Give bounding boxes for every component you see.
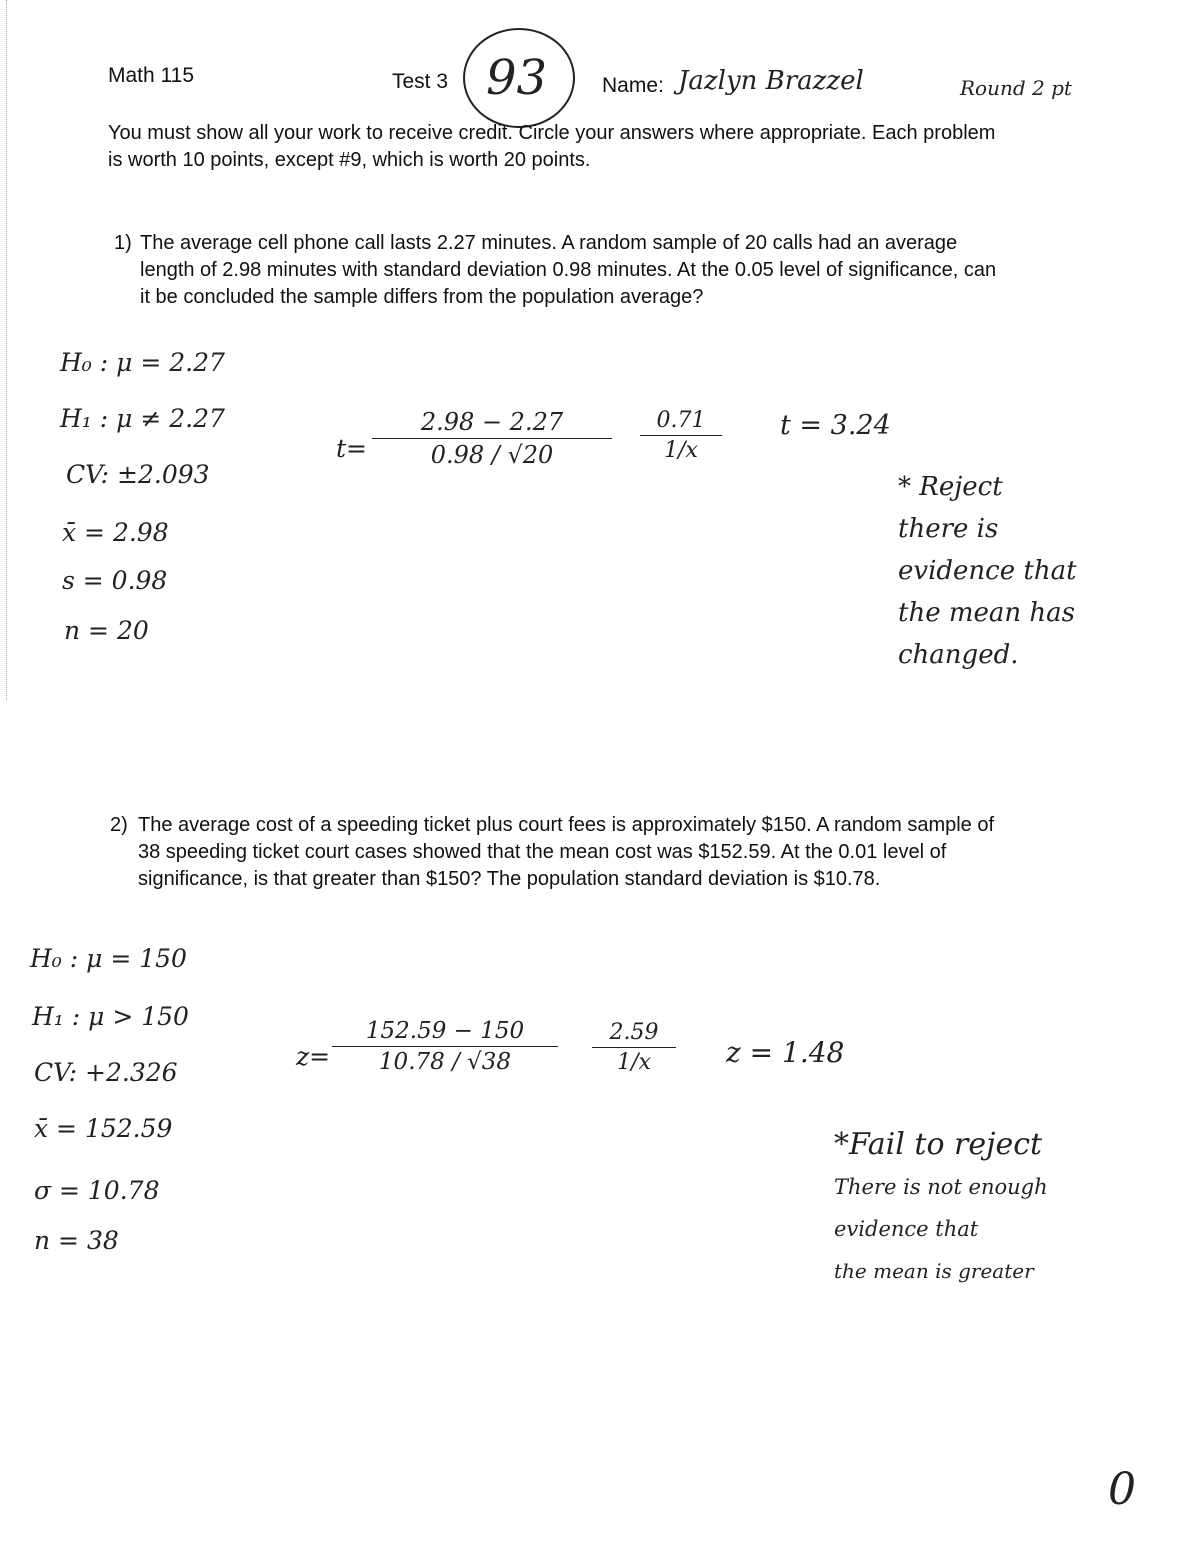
problem-1 xyxy=(114,230,1164,311)
p2-conclusion-line-4: the mean is greater xyxy=(834,1259,1034,1283)
p2-conclusion-line-3: evidence that xyxy=(834,1217,979,1241)
problem-2-line-3: significance, is that greater than $150? The population standard deviation is $10.78. xyxy=(138,868,881,890)
p1-sample-mean: x̄ = 2.98 xyxy=(62,518,169,547)
p1-conclusion-line-4: the mean has xyxy=(898,598,1075,628)
problem-1-line-1: The average cell phone call lasts 2.27 minutes. A random sample of 20 calls had an average xyxy=(140,232,958,254)
p1-numerator: 2.98 − 2.27 xyxy=(372,408,612,439)
p2-sample-mean: x̄ = 152.59 xyxy=(34,1114,173,1143)
scan-edge-mark xyxy=(6,0,8,700)
problem-2-line-1: The average cost of a speeding ticket plus court fees is approximately $150. A random sample of xyxy=(138,814,995,836)
problem-1-line-2: length of 2.98 minutes with standard deviation 0.98 minutes. At the 0.05 level of significance, can xyxy=(140,259,997,281)
p1-h0: H₀ : μ = 2.27 xyxy=(60,348,225,377)
p2-denominator-2: 1/x xyxy=(617,1050,651,1075)
p2-fraction-2 xyxy=(592,1020,676,1075)
problem-2-number: 2) xyxy=(110,814,128,836)
p2-conclusion-line-1: *Fail to reject xyxy=(834,1127,1043,1162)
p2-h0: H₀ : μ = 150 xyxy=(30,944,187,973)
problem-1-number: 1) xyxy=(114,232,132,254)
p1-fraction xyxy=(372,408,612,469)
corner-note: Round 2 pt xyxy=(960,76,1072,100)
p1-h1: H₁ : μ ≠ 2.27 xyxy=(60,404,225,433)
name-label: Name: xyxy=(602,74,664,97)
p2-numerator: 152.59 − 150 xyxy=(332,1018,558,1047)
p2-denominator: 10.78 / √38 xyxy=(378,1049,512,1075)
p1-conclusion-line-3: evidence that xyxy=(898,556,1077,586)
p1-test-statistic: t = 3.24 xyxy=(780,410,891,441)
p2-fraction xyxy=(332,1018,558,1075)
p1-denominator: 0.98 / √20 xyxy=(430,441,554,469)
instructions-line-2: is worth 10 points, except #9, which is worth 20 points. xyxy=(108,149,591,171)
course-title: Math 115 xyxy=(108,64,194,87)
p1-conclusion-line-1: * Reject xyxy=(898,472,1003,502)
p1-numerator-2: 0.71 xyxy=(640,408,722,436)
p2-sample-size: n = 38 xyxy=(34,1226,119,1255)
p1-std-dev: s = 0.98 xyxy=(62,566,168,595)
p2-conclusion xyxy=(834,1124,1194,1292)
p1-denominator-2: 1/x xyxy=(664,438,698,463)
problem-2-line-2: 38 speeding ticket court cases showed that the mean cost was $152.59. At the 0.01 level of xyxy=(138,841,947,863)
p2-numerator-2: 2.59 xyxy=(592,1020,676,1048)
p1-sample-size: n = 20 xyxy=(64,616,149,645)
p2-population-std-dev: σ = 10.78 xyxy=(34,1176,160,1205)
test-label: Test 3 xyxy=(392,70,449,93)
p2-stat-label: z= xyxy=(296,1042,331,1071)
p2-test-statistic: z = 1.48 xyxy=(726,1036,845,1069)
p2-critical-value: CV: +2.326 xyxy=(34,1058,178,1087)
p1-fraction-2 xyxy=(640,408,722,463)
instructions-line-1: You must show all your work to receive credit. Circle your answers where appropriate. Each problem xyxy=(108,122,996,144)
p2-points-lost: 0 xyxy=(1108,1464,1136,1515)
p2-h1: H₁ : μ > 150 xyxy=(32,1002,189,1031)
p1-conclusion-line-5: changed. xyxy=(898,640,1019,670)
p1-stat-label: t= xyxy=(336,434,367,463)
p1-critical-value: CV: ±2.093 xyxy=(66,460,210,489)
problem-1-line-3: it be concluded the sample differs from the population average? xyxy=(140,286,704,308)
p1-conclusion xyxy=(898,466,1188,676)
score-value: 93 xyxy=(486,50,548,106)
instructions xyxy=(108,120,1168,174)
p2-conclusion-line-2: There is not enough xyxy=(834,1175,1048,1199)
problem-2 xyxy=(110,812,1170,893)
p1-conclusion-line-2: there is xyxy=(898,514,999,544)
student-name: Jazlyn Brazzel xyxy=(678,66,864,96)
